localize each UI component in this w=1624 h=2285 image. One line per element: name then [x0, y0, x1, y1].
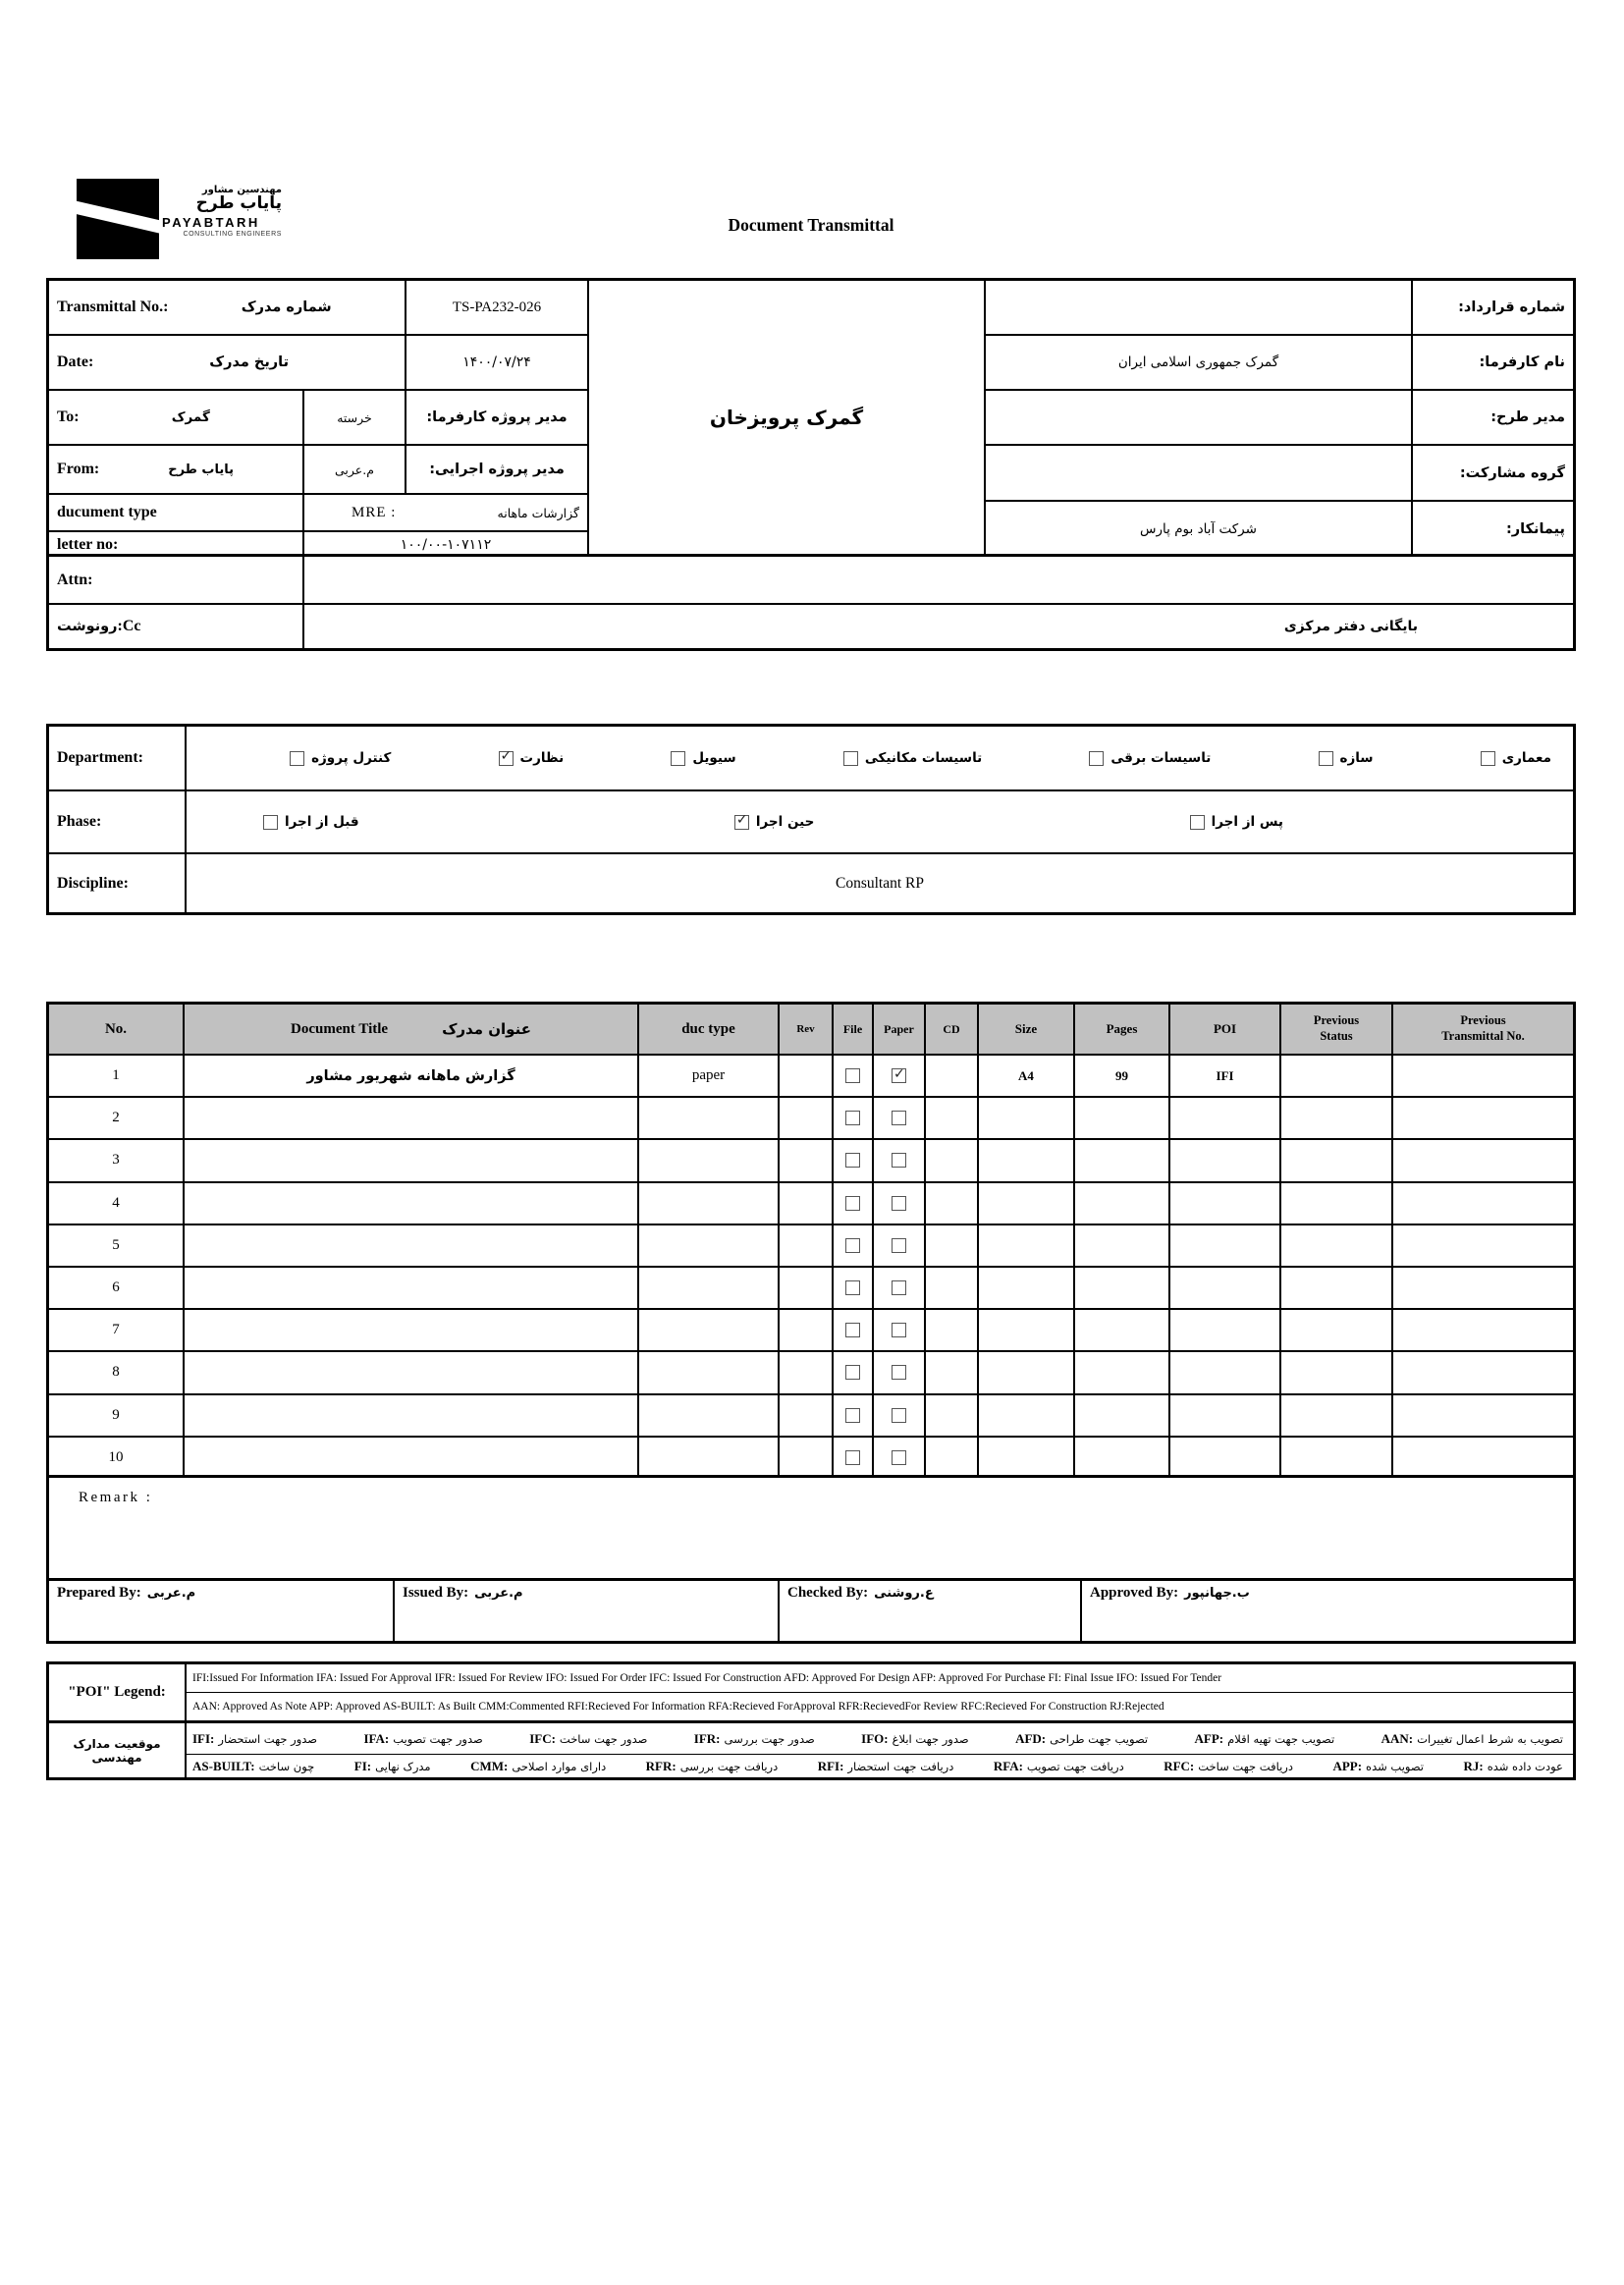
row-rev [778, 1181, 832, 1224]
transmittal-no-value: TS-PA232-026 [405, 281, 587, 334]
legend-item: IFI: صدور جهت استحضار [192, 1730, 318, 1746]
row-rev [778, 1096, 832, 1138]
discipline-value: Consultant RP [835, 874, 924, 892]
row-no: 6 [49, 1266, 183, 1308]
contract-no-value [986, 281, 1411, 334]
architecture-checkbox [1481, 751, 1495, 766]
attn-label: Attn: [57, 571, 93, 588]
row-duc-type [637, 1224, 778, 1266]
remark-box [46, 1478, 1576, 1581]
row-previous-transmittal [1391, 1181, 1573, 1224]
file-checkbox [845, 1153, 860, 1168]
row-size [977, 1436, 1073, 1478]
row-duc-type [637, 1308, 778, 1350]
row-cd [924, 1181, 977, 1224]
department-option-project-control: کنترل پروژه [290, 750, 391, 766]
project-control-checkbox [290, 751, 304, 766]
row-size [977, 1393, 1073, 1436]
row-rev [778, 1393, 832, 1436]
paper-checkbox [892, 1365, 906, 1380]
department-options [187, 727, 1573, 789]
jv-group-label: گروه مشارکت: [1411, 446, 1573, 500]
mechanical-checkbox [843, 751, 858, 766]
row-title [183, 1266, 637, 1308]
during-execution-checkbox [734, 815, 749, 830]
col-header-title: Document Title عنوان مدرک [183, 1005, 637, 1054]
legend-item: AS-BUILT: چون ساخت [192, 1758, 315, 1773]
legend-item: IFO: صدور جهت ابلاغ [861, 1730, 969, 1746]
poi-legend-en-line2: AAN: Approved As Note APP: Approved AS-BUILT: As Built CMM:Commented RFI:Recieved For Information RFA:Recieved ForApproval RFR:RecievedFor Review RFC:Recieved For Construction RJ:Rejected [192, 1701, 1164, 1713]
department-option-electrical: تاسیسات برقی [1089, 750, 1211, 766]
paper-checkbox [892, 1408, 906, 1423]
row-previous-status [1279, 1096, 1391, 1138]
paper-checkbox [892, 1153, 906, 1168]
contract-no-label: شماره قرارداد: [1411, 281, 1573, 334]
row-duc-type [637, 1266, 778, 1308]
col-header-previous-transmittal: Previous Transmittal No. [1391, 1005, 1573, 1054]
row-cd [924, 1224, 977, 1266]
client-name-value: گمرک جمهوری اسلامی ایران [1117, 354, 1279, 370]
row-paper-cell [872, 1224, 924, 1266]
row-pages [1073, 1436, 1168, 1478]
row-poi [1168, 1436, 1279, 1478]
paper-checkbox [892, 1111, 906, 1125]
fa-legend-label: موقعیت مدارک مهندسی [49, 1723, 187, 1777]
row-cd [924, 1350, 977, 1392]
row-title [183, 1224, 637, 1266]
row-file-cell [832, 1181, 872, 1224]
to-label: To: گمرک [57, 408, 210, 425]
row-pages [1073, 1181, 1168, 1224]
row-previous-transmittal [1391, 1096, 1573, 1138]
logo-en-name: PAYABTARH [162, 214, 260, 230]
row-pages [1073, 1224, 1168, 1266]
poi-legend-label: "POI" Legend: [49, 1664, 187, 1720]
legend-item: FI: مدرک نهایی [353, 1758, 431, 1773]
row-size [977, 1224, 1073, 1266]
paper-checkbox [892, 1323, 906, 1337]
row-poi [1168, 1266, 1279, 1308]
row-previous-transmittal [1391, 1308, 1573, 1350]
row-duc-type [637, 1436, 778, 1478]
legend-item: AAN: تصویب به شرط اعمال تغییرات [1380, 1730, 1563, 1746]
col-header-no: No. [49, 1005, 183, 1054]
col-header-file: File [832, 1005, 872, 1054]
row-file-cell [832, 1308, 872, 1350]
row-title [183, 1436, 637, 1478]
row-title [183, 1308, 637, 1350]
letter-no-label: letter no: [57, 535, 119, 553]
project-name-cell [587, 281, 986, 554]
row-rev [778, 1436, 832, 1478]
contractor-label: پیمانکار: [1411, 502, 1573, 557]
paper-checkbox [892, 1196, 906, 1211]
exec-pm-label: مدیر پروژه اجرایی: [405, 446, 587, 493]
row-duc-type [637, 1096, 778, 1138]
client-pm-label: مدیر پروژه کارفرما: [405, 391, 587, 444]
signature-row [46, 1581, 1576, 1644]
row-file-cell [832, 1436, 872, 1478]
phase-option-during-execution: ✓ حین اجرا [734, 814, 814, 830]
row-no: 7 [49, 1308, 183, 1350]
legend-item: RFA: دریافت جهت تصویب [993, 1758, 1124, 1773]
structure-checkbox [1319, 751, 1333, 766]
file-checkbox [845, 1238, 860, 1253]
supervision-checkbox [499, 751, 514, 766]
row-no: 4 [49, 1181, 183, 1224]
paper-checkbox [892, 1280, 906, 1295]
legend-item: APP: تصویب شده [1332, 1758, 1425, 1773]
paper-checkbox [892, 1450, 906, 1465]
row-poi [1168, 1138, 1279, 1180]
page-title: Document Transmittal [728, 215, 894, 235]
row-cd [924, 1096, 977, 1138]
col-header-duc-type: duc type [637, 1005, 778, 1054]
row-size [977, 1308, 1073, 1350]
file-checkbox [845, 1280, 860, 1295]
row-title [183, 1138, 637, 1180]
logo-fa-tagline: مهندسین مشاور [201, 185, 282, 195]
row-duc-type [637, 1350, 778, 1392]
row-poi [1168, 1393, 1279, 1436]
col-header-previous-status: Previous Status [1279, 1005, 1391, 1054]
col-header-pages: Pages [1073, 1005, 1168, 1054]
row-size [977, 1266, 1073, 1308]
row-cd [924, 1054, 977, 1096]
row-paper-cell [872, 1096, 924, 1138]
contractor-value: شرکت آباد بوم پارس [1140, 521, 1257, 537]
row-no: 1 [49, 1054, 183, 1096]
row-duc-type [637, 1138, 778, 1180]
department-label: Department: [49, 727, 187, 789]
logo-fa-name: پایاب طرح [195, 193, 282, 213]
legend-item: AFP: تصویب جهت تهیه اقلام [1194, 1730, 1335, 1746]
file-checkbox [845, 1450, 860, 1465]
department-option-architecture: معماری [1481, 750, 1551, 766]
poi-legend-table [46, 1661, 1576, 1780]
row-previous-status [1279, 1054, 1391, 1096]
department-option-structure: سازه [1319, 750, 1374, 766]
fa-legend-line1 [187, 1723, 1573, 1755]
row-poi [1168, 1350, 1279, 1392]
row-paper-cell [872, 1054, 924, 1096]
row-previous-transmittal [1391, 1393, 1573, 1436]
row-pages [1073, 1350, 1168, 1392]
row-previous-status [1279, 1393, 1391, 1436]
row-paper-cell [872, 1436, 924, 1478]
classification-table [46, 724, 1576, 915]
row-rev [778, 1266, 832, 1308]
jv-group-value [986, 446, 1411, 500]
doc-type-value: MRE : گزارشات ماهانه [302, 495, 587, 530]
file-checkbox [845, 1408, 860, 1423]
discipline-label: Discipline: [49, 854, 187, 912]
project-name: گمرک پرویزخان [709, 406, 864, 429]
legend-item: IFC: صدور جهت ساخت [529, 1730, 648, 1746]
prepared-by-cell: Prepared By: م.عربی [57, 1585, 196, 1601]
row-no: 5 [49, 1224, 183, 1266]
row-paper-cell [872, 1393, 924, 1436]
file-checkbox [845, 1365, 860, 1380]
row-rev [778, 1308, 832, 1350]
col-header-paper: Paper [872, 1005, 924, 1054]
fa-legend-line2 [187, 1755, 1573, 1777]
design-manager-label: مدیر طرح: [1411, 391, 1573, 444]
row-pages [1073, 1096, 1168, 1138]
row-no: 9 [49, 1393, 183, 1436]
row-title [183, 1350, 637, 1392]
row-cd [924, 1436, 977, 1478]
row-previous-status [1279, 1138, 1391, 1180]
row-rev [778, 1350, 832, 1392]
approved-by-cell: Approved By: ب.جهانپور [1080, 1581, 1573, 1641]
checked-by-cell: Checked By: ع.روشنی [778, 1581, 1080, 1641]
legend-item: AFD: تصویب جهت طراحی [1015, 1730, 1149, 1746]
department-option-civil: سیویل [671, 750, 735, 766]
row-previous-status [1279, 1266, 1391, 1308]
row-duc-type: paper [637, 1054, 778, 1096]
row-rev [778, 1138, 832, 1180]
row-poi [1168, 1308, 1279, 1350]
col-header-size: Size [977, 1005, 1073, 1054]
legend-item: CMM: دارای موارد اصلاحی [470, 1758, 607, 1773]
transmittal-no-label: Transmittal No.: شماره مدرک [57, 299, 332, 315]
legend-item: IFR: صدور جهت بررسی [693, 1730, 815, 1746]
legend-item: RJ: عودت داده شده [1463, 1758, 1563, 1773]
date-value: ۱۴۰۰/۰۷/۲۴ [405, 336, 587, 389]
phase-label: Phase: [49, 791, 187, 852]
row-file-cell [832, 1138, 872, 1180]
row-size [977, 1138, 1073, 1180]
row-cd [924, 1393, 977, 1436]
row-previous-status [1279, 1436, 1391, 1478]
row-size [977, 1350, 1073, 1392]
logo-en-subtitle: CONSULTING ENGINEERS [183, 230, 282, 238]
row-no: 10 [49, 1436, 183, 1478]
transmittal-info-table [46, 278, 1576, 651]
legend-item: IFA: صدور جهت تصویب [363, 1730, 483, 1746]
row-previous-transmittal [1391, 1224, 1573, 1266]
row-previous-status [1279, 1350, 1391, 1392]
issued-by-cell: Issued By: م.عربی [393, 1581, 778, 1641]
row-pages [1073, 1308, 1168, 1350]
row-no: 8 [49, 1350, 183, 1392]
letter-no-value: ۱۰۰/۰۰-۱۰۷۱۱۲ [302, 532, 587, 557]
row-title [183, 1096, 637, 1138]
row-size: A4 [977, 1054, 1073, 1096]
design-manager-value [986, 391, 1411, 444]
civil-checkbox [671, 751, 685, 766]
after-execution-checkbox [1190, 815, 1205, 830]
doc-type-label: ducument type [57, 504, 157, 520]
row-previous-transmittal [1391, 1350, 1573, 1392]
row-file-cell [832, 1266, 872, 1308]
from-label: From: پایاب طرح [57, 461, 235, 477]
row-cd [924, 1308, 977, 1350]
row-title: گزارش ماهانه شهریور مشاور [183, 1054, 637, 1096]
cc-value: بایگانی دفتر مرکزی [302, 605, 1573, 648]
document-list-table [46, 1002, 1576, 1478]
before-execution-checkbox [263, 815, 278, 830]
row-file-cell [832, 1350, 872, 1392]
row-pages: 99 [1073, 1054, 1168, 1096]
cc-label: Cc: رونوشت [57, 618, 141, 634]
legend-item: RFR: دریافت جهت بررسی [645, 1758, 779, 1773]
row-duc-type [637, 1181, 778, 1224]
phase-options [187, 791, 1573, 852]
row-paper-cell [872, 1308, 924, 1350]
row-file-cell [832, 1096, 872, 1138]
row-pages [1073, 1138, 1168, 1180]
row-poi [1168, 1181, 1279, 1224]
row-file-cell [832, 1393, 872, 1436]
electrical-checkbox [1089, 751, 1104, 766]
poi-legend-en-line1: IFI:Issued For Information IFA: Issued For Approval IFR: Issued For Review IFO: Issued For Order IFC: Issued For Construction AFD: Approved For Design AFP: Approved For Purchase FI: Final Issue IFO: Issued For Tender [187, 1664, 1573, 1693]
row-poi [1168, 1224, 1279, 1266]
row-duc-type [637, 1393, 778, 1436]
client-name-label: نام کارفرما: [1411, 336, 1573, 389]
file-checkbox [845, 1111, 860, 1125]
row-paper-cell [872, 1181, 924, 1224]
from-person: م.عربی [302, 446, 405, 493]
row-previous-transmittal [1391, 1436, 1573, 1478]
row-previous-transmittal [1391, 1266, 1573, 1308]
phase-option-after-execution: پس از اجرا [1190, 814, 1283, 830]
remark-label: Remark : [79, 1490, 153, 1505]
col-header-rev: Rev [778, 1005, 832, 1054]
row-size [977, 1181, 1073, 1224]
legend-item: RFI: دریافت جهت استحضار [817, 1758, 954, 1773]
row-file-cell [832, 1224, 872, 1266]
row-pages [1073, 1393, 1168, 1436]
file-checkbox [845, 1196, 860, 1211]
row-title [183, 1181, 637, 1224]
row-rev [778, 1224, 832, 1266]
row-paper-cell [872, 1266, 924, 1308]
row-rev [778, 1054, 832, 1096]
to-person: خرسته [302, 391, 405, 444]
department-option-mechanical: تاسیسات مکانیکی [843, 750, 982, 766]
col-header-poi: POI [1168, 1005, 1279, 1054]
phase-option-before-execution: قبل از اجرا [263, 814, 359, 830]
row-title [183, 1393, 637, 1436]
row-cd [924, 1138, 977, 1180]
row-previous-status [1279, 1224, 1391, 1266]
file-checkbox [845, 1068, 860, 1083]
row-poi: IFI [1168, 1054, 1279, 1096]
legend-item: RFC: دریافت جهت ساخت [1164, 1758, 1293, 1773]
row-paper-cell [872, 1138, 924, 1180]
date-label: Date: تاریخ مدرک [57, 354, 290, 370]
row-previous-transmittal [1391, 1054, 1573, 1096]
department-option-supervision: ✓ نظارت [499, 750, 565, 766]
paper-checkbox [892, 1238, 906, 1253]
row-file-cell [832, 1054, 872, 1096]
row-previous-status [1279, 1308, 1391, 1350]
row-pages [1073, 1266, 1168, 1308]
attn-value [302, 557, 1573, 603]
col-header-cd: CD [924, 1005, 977, 1054]
row-previous-transmittal [1391, 1138, 1573, 1180]
row-paper-cell [872, 1350, 924, 1392]
row-no: 3 [49, 1138, 183, 1180]
paper-checkbox [892, 1068, 906, 1083]
file-checkbox [845, 1323, 860, 1337]
row-no: 2 [49, 1096, 183, 1138]
row-cd [924, 1266, 977, 1308]
row-size [977, 1096, 1073, 1138]
row-previous-status [1279, 1181, 1391, 1224]
row-poi [1168, 1096, 1279, 1138]
